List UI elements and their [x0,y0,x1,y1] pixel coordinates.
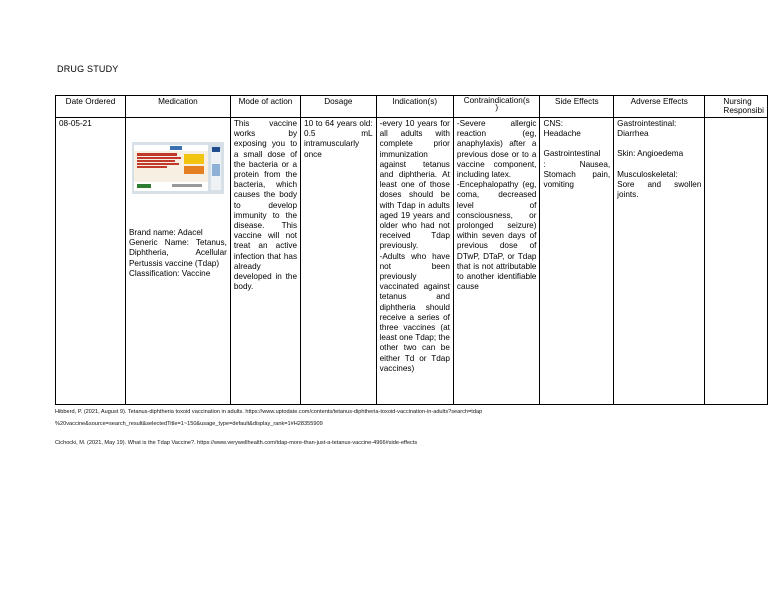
adverse-msk-label: Musculoskeletal: [617,169,678,179]
mode-of-action-text: This vaccine works by exposing you to a small dose of the bacteria or a protein from the bacteria, which causes the body to develop immunity to the disease. This vaccine will not treat an active infection that has already developed in the body. [233,119,298,292]
indication-item: -every 10 years for all adults with complete prior immunization against tetanus and diphtheria. At least one of those doses should be with Tdap in adults aged 19 years and older who had not received Tdap previously. [379,119,450,251]
table-row [56,118,768,405]
cell-side-effects [540,118,614,405]
header-mode-of-action: Mode of action [230,96,300,118]
cell-mode-of-action [230,118,300,405]
contraindication-item: -Severe allergic reaction (eg, anaphylaxis) after a previous dose or to a vaccine component, including latex. [456,119,537,180]
adverse-gi: Diarrhea [617,129,649,139]
header-date-ordered: Date Ordered [56,96,126,118]
dosage-text: 10 to 64 years old: 0.5 mL intramuscularly once [304,119,373,159]
cell-dosage [301,118,377,405]
indication-item: -Adults who have not been previously vaccinated against tetanus and diphtheria should receive a series of three vaccines (at least one Tdap; the other two can be either Td or Tdap vaccines) [379,251,450,373]
header-medication: Medication [125,96,230,118]
medication-brand-name: Brand name: Adacel [128,228,203,237]
medication-classification: Classification: Vaccine [128,268,211,278]
cell-contraindications [453,118,540,405]
header-contraindications: Contraindication(s ) [453,96,540,118]
drug-study-table [55,95,768,405]
document-title: DRUG STUDY [57,64,119,74]
header-adverse-effects: Adverse Effects [614,96,705,118]
header-side-effects: Side Effects [540,96,614,118]
reference-line: %20vaccine&source=search_result&selectedTitle=1~150&usage_type=default&display_rank=1#H28355909 [55,421,323,427]
table-header-row [56,96,768,118]
header-dosage: Dosage [301,96,377,118]
cell-adverse-effects [614,118,705,405]
cell-indications [376,118,453,405]
medication-generic-name: Generic Name: Tetanus, Diphtheria, Acellular Pertussis vaccine (Tdap) [128,238,227,268]
vaccine-box-photo-icon [132,142,224,194]
adverse-skin: Skin: Angioedema [617,149,684,159]
adverse-gi-label: Gastrointestinal: [617,119,677,128]
cell-date: 08-05-21 [56,118,126,405]
adverse-msk: Sore and swollen joints. [617,179,702,200]
cell-nursing-responsibilities [705,118,768,405]
side-effects-cns-label: CNS: [543,119,564,128]
side-effects-cns: Headache [543,129,581,139]
cell-medication [125,118,230,405]
contraindication-item: -Encephalopathy (eg, coma, decreased level of consciousness, or prolonged seizure) within seven days of previous dose of DTwP, DTaP, or Tdap that is not attributable to another identifiable cause [456,180,537,292]
side-effects-gi: : Nausea, Stomach pain, vomiting [543,159,611,190]
header-nursing-responsibilities: Nursing Responsibi [705,96,768,118]
header-indications: Indication(s) [376,96,453,118]
side-effects-gi-label: Gastrointestinal [543,149,601,159]
reference-line: Hibberd, P. (2021, August 9). Tetanus-diphtheria toxoid vaccination in adults. https://www.uptodate.com/contents/tetanus-diphtheria-toxoid-vaccination-in-adults?search=tdap [55,409,483,415]
reference-line: Cichocki, M. (2021, May 19). What is the Tdap Vaccine?. https://www.verywellhealth.com/tdap-more-than-just-a-tetanus-vaccine-4966#side-effects [55,440,418,446]
